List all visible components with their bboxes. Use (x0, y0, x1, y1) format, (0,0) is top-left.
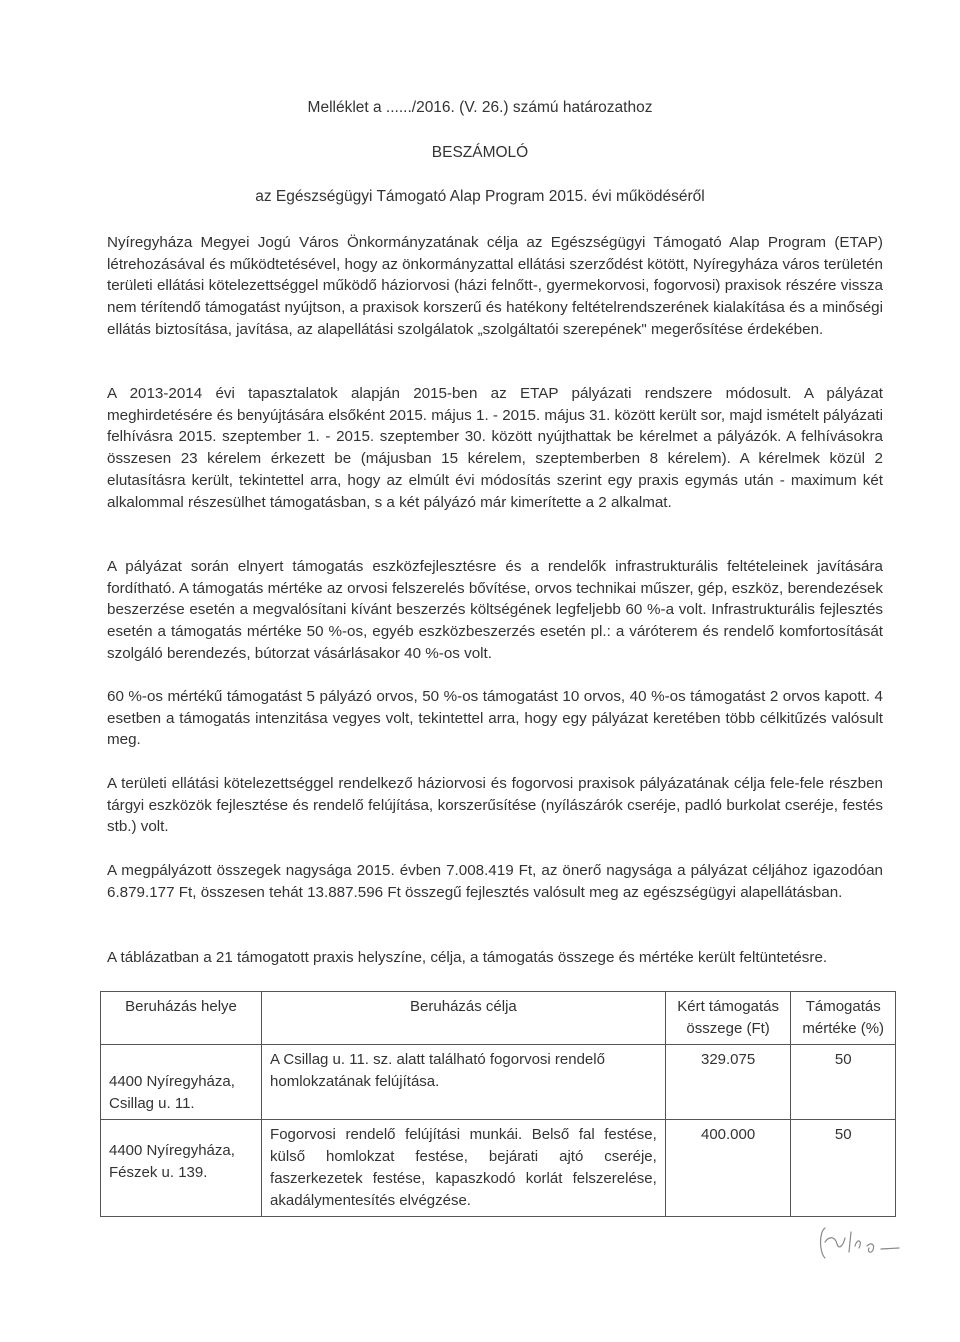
cell-goal: Fogorvosi rendelő felújítási munkái. Belső fal festése, külső homlokzat festése, bejárati ajtó cseréje, faszerkezetek festése, kapaszkodó korlát felszerelése, akadálymentesítés elvégzése. (262, 1120, 666, 1217)
document-title: BESZÁMOLÓ (431, 144, 529, 161)
document-subtitle: az Egészségügyi Támogató Alap Program 2015. évi működéséről (255, 188, 705, 205)
paragraph-application-rounds: A 2013-2014 évi tapasztalatok alapján 2015-ben az ETAP pályázati rendszere módosult. A pályázat meghirdetésére és benyújtására elsőként 2015. május 1. - 2015. május 31. között került sor, majd ismételt pályázati felhívásra 2015. szeptember 1. - 2015. szeptember 30. között nyújthattak be kérelmet a pályázók. A felhívásokra összesen 23 kérelem érkezett be (májusban 15 kérelem, szeptemberben 8 kérelem). A kérelmek közül 2 elutasításra került, tekintettel arra, hogy az elmúlt évi módosítás szerint egy praxis egymás után - maximum két alkalommal részesülhet támogatásban, s a két pályázó már kimerítette a 2 alkalmat. (107, 385, 883, 511)
header-amount: Kért támogatás összege (Ft) (665, 992, 791, 1045)
paragraph-etap-goal: Nyíregyháza Megyei Jogú Város Önkormányzatának célja az Egészségügyi Támogató Alap Program (ETAP) létrehozásával és működtetésével, hogy az önkormányzattal ellátási szerződést kötött, Nyíregyháza város területén területi ellátási kötelezettséggel működő háziorvosi (házi felnőtt-, gyermekorvosi, fogorvosi) praxisok részére vissza nem térítendő támogatást nyújtson, a praxisok korszerű és hatékony feltételrendszerének kialakítása és a minőségi ellátás biztosítása, javítása, az alapellátási szolgálatok „szolgáltatói szerepének" megerősítése érdekében. (107, 234, 883, 338)
table-row (101, 1120, 896, 1217)
handwritten-signature (815, 1222, 905, 1264)
annex-reference: Melléklet a ....../2016. (V. 26.) számú határozathoz (307, 99, 653, 116)
investment-table (100, 991, 896, 1217)
paragraph-dental-practices: A területi ellátási kötelezettséggel rendelkező háziorvosi és fogorvosi praxisok pályázatának célja fele-fele részben tárgyi eszközök fejlesztése és rendelő felújítása, korszerűsítése (nyílászárók cseréje, padló burkolat cseréje, festés stb.) volt. (107, 775, 883, 836)
header-rate: Támogatás mértéke (%) (791, 992, 896, 1045)
cell-place: 4400 Nyíregyháza, Fészek u. 139. (101, 1120, 262, 1217)
paragraph-support-distribution: 60 %-os mértékű támogatást 5 pályázó orvos, 50 %-os támogatást 10 orvos, 40 %-os támogatást 2 orvos kapott. 4 esetben a támogatás intenzitása vegyes volt, tekintettel arra, hogy egy pályázat keretében több célkitűzés valósult meg. (107, 688, 883, 749)
cell-amount: 400.000 (665, 1120, 791, 1217)
header-goal: Beruházás célja (262, 992, 666, 1045)
table-row (101, 1045, 896, 1120)
paragraph-table-intro: A táblázatban a 21 támogatott praxis helyszíne, célja, a támogatás összege és mértéke került feltüntetésre. (107, 949, 828, 966)
cell-place: 4400 Nyíregyháza, Csillag u. 11. (101, 1045, 262, 1120)
cell-amount: 329.075 (665, 1045, 791, 1120)
paragraph-amounts: A megpályázott összegek nagysága 2015. évben 7.008.419 Ft, az önerő nagysága a pályázat céljához igazodóan 6.879.177 Ft, összesen tehát 13.887.596 Ft összegű fejlesztés valósult meg az egészségügyi alapellátásban. (107, 862, 883, 901)
cell-goal: A Csillag u. 11. sz. alatt található fogorvosi rendelő homlokzatának felújítása. (262, 1045, 666, 1120)
header-place: Beruházás helye (101, 992, 262, 1045)
cell-rate: 50 (791, 1045, 896, 1120)
paragraph-support-rates: A pályázat során elnyert támogatás eszközfejlesztésre és a rendelők infrastrukturális feltételeinek javítására fordítható. A támogatás mértéke az orvosi felszerelés bővítése, orvos technikai műszer, gép, eszköz, berendezések beszerzése esetén a megvalósítani kívánt beszerzés költségének legfeljebb 60 %-a volt. Infrastrukturális fejlesztés esetén a támogatás mértéke 50 %-os, egyéb eszközbeszerzés esetén pl.: a váróterem és rendelő komfortosítását szolgáló berendezés, bútorzat vásárlásakor 40 %-os volt. (107, 558, 883, 662)
table-header-row (101, 992, 896, 1045)
cell-rate: 50 (791, 1120, 896, 1217)
